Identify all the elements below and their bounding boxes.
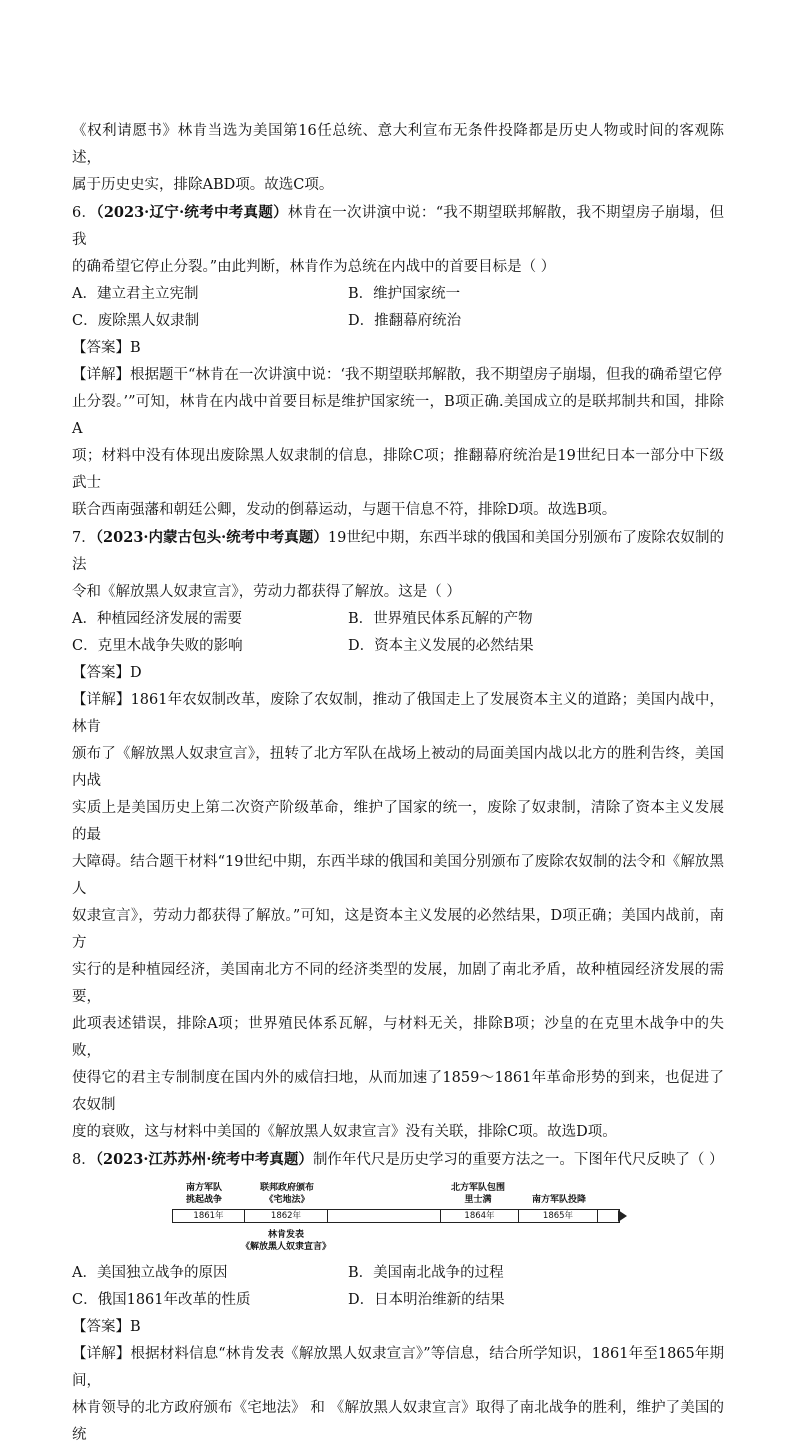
- question-stem-cont: 令和《解放黑人奴隶宣言》，劳动力都获得了解放。这是（ ）: [72, 584, 461, 600]
- timeline-event: 联邦政府颁布 《宅地法》: [259, 1183, 315, 1205]
- option-a: A．种植园经济发展的需要: [72, 611, 242, 627]
- question-stem: 制作年代尺是历史学习的重要方法之一。下图年代尺反映了（ ）: [312, 1152, 724, 1168]
- question-number: 7．: [72, 530, 96, 546]
- question-6-options: [72, 281, 724, 335]
- explanation-line: 联合西南强藩和朝廷公卿，发动的倒幕运动，与题干信息不符，排除D项。故选B项。: [72, 502, 617, 518]
- explanation-line: 止分裂。’”可知，林肯在内战中首要目标是维护国家统一，B项正确.美国成立的是联邦制共和国，排除A: [72, 394, 724, 437]
- text-line: 属于历史史实，排除ABD项。故选C项。: [72, 177, 334, 193]
- explanation-line: 【详解】1861年农奴制改革，废除了农奴制，推动了俄国走上了发展资本主义的道路；美国内战中，林肯: [72, 692, 724, 735]
- explanation-line: 【详解】根据材料信息“林肯发表《解放黑人奴隶宣言》”等信息，结合所学知识，1861年至1865年期间，: [72, 1346, 724, 1389]
- explanation-line: 【详解】根据题干“林肯在一次讲演中说：‘我不期望联邦解散，我不期望房子崩塌，但我的确希望它停: [72, 367, 723, 383]
- explanation-line: 使得它的君主专制制度在国内外的威信扫地，从而加速了1859～1861年革命形势的到来，也促进了农奴制: [72, 1070, 724, 1113]
- option-b: B．美国南北战争的过程: [348, 1265, 504, 1281]
- answer: 【答案】B: [72, 1319, 141, 1335]
- explanation-line: 此项表述错误，排除A项；世界殖民体系瓦解，与材料无关，排除B项；沙皇的在克里木战争中的失败，: [72, 1016, 724, 1059]
- document-body: [72, 118, 724, 1449]
- question-number: 6．: [72, 205, 97, 221]
- option-a: A．美国独立战争的原因: [72, 1265, 228, 1281]
- question-source: （2023·内蒙古包头·统考中考真题）: [95, 529, 328, 546]
- question-6-stem: [72, 199, 724, 254]
- timeline-event: 北方军队包围 里士满: [450, 1183, 506, 1205]
- answer: 【答案】D: [72, 665, 142, 681]
- timeline-year: 1862年: [244, 1209, 328, 1223]
- option-b: B．维护国家统一: [348, 286, 461, 302]
- timeline-event: 林肯发表 《解放黑人奴隶宣言》: [240, 1230, 332, 1252]
- explanation-line: 大障碍。结合题干材料“19世纪中期，东西半球的俄国和美国分别颁布了废除农奴制的法令和《解放黑人: [72, 854, 724, 897]
- option-d: D．日本明治维新的结果: [348, 1292, 505, 1308]
- explanation-line: 颁布了《解放黑人奴隶宣言》，扭转了北方军队在战场上被动的局面美国内战以北方的胜利告终，美国内战: [72, 746, 724, 789]
- explanation-line: 奴隶宣言》，劳动力都获得了解放。”可知，这是资本主义发展的必然结果，D项正确；美国内战前，南方: [72, 908, 724, 951]
- explanation-line: 实质上是美国历史上第二次资产阶级革命，维护了国家的统一，废除了奴隶制，清除了资本主义发展的最: [72, 800, 724, 843]
- timeline-year: 1865年: [518, 1209, 598, 1223]
- question-7-stem: [72, 524, 724, 579]
- option-d: D．推翻幕府统治: [348, 313, 462, 329]
- option-c: C．克里木战争失败的影响: [72, 638, 243, 654]
- timeline-year: 1861年: [172, 1209, 244, 1223]
- question-stem-cont: 的确希望它停止分裂。”由此判断，林肯作为总统在内战中的首要目标是（ ）: [72, 259, 556, 275]
- option-a: A．建立君主立宪制: [72, 286, 199, 302]
- explanation-line: 实行的是种植园经济，美国南北方不同的经济类型的发展，加剧了南北矛盾，故种植园经济发展的需要，: [72, 962, 724, 1005]
- question-number: 8．: [72, 1152, 96, 1168]
- explanation-line: 度的衰败，这与材料中美国的《解放黑人奴隶宣言》没有关联，排除C项。故选D项。: [72, 1124, 617, 1140]
- question-7-options: [72, 606, 724, 660]
- answer: 【答案】B: [72, 340, 141, 356]
- timeline-event: 南方军队 挑起战争: [185, 1183, 223, 1205]
- option-b: B．世界殖民体系瓦解的产物: [348, 611, 533, 627]
- timeline-year: 1864年: [440, 1209, 518, 1223]
- option-d: D．资本主义发展的必然结果: [348, 638, 534, 654]
- text-line: 《权利请愿书》林肯当选为美国第16任总统、意大利宣布无条件投降都是历史人物或时间的客观陈述，: [72, 123, 724, 166]
- question-8-stem: [72, 1146, 724, 1174]
- timeline-event: 南方军队投降: [531, 1195, 587, 1205]
- explanation-line: 林肯领导的北方政府颁布《宅地法》 和 《解放黑人奴隶宣言》取得了南北战争的胜利，维护了美国的统: [72, 1400, 724, 1443]
- question-source: （2023·江苏苏州·统考中考真题）: [95, 1151, 313, 1168]
- timeline-arrow-icon: [618, 1210, 627, 1222]
- question-stem: 19世纪中期，东西半球的俄国和美国分别颁布了废除农奴制的法: [72, 530, 724, 573]
- question-stem: 林肯在一次讲演中说：“我不期望联邦解散，我不期望房子崩塌，但我: [72, 205, 724, 248]
- question-8-options: [72, 1260, 724, 1314]
- explanation-line: 项；材料中没有体现出废除黑人奴隶制的信息，排除C项；推翻幕府统治是19世纪日本一部分中下级武士: [72, 448, 724, 491]
- option-c: C．废除黑人奴隶制: [72, 313, 200, 329]
- timeline-figure: [72, 1178, 724, 1258]
- option-c: C．俄国1861年改革的性质: [72, 1292, 251, 1308]
- question-source: （2023·辽宁·统考中考真题）: [96, 204, 288, 221]
